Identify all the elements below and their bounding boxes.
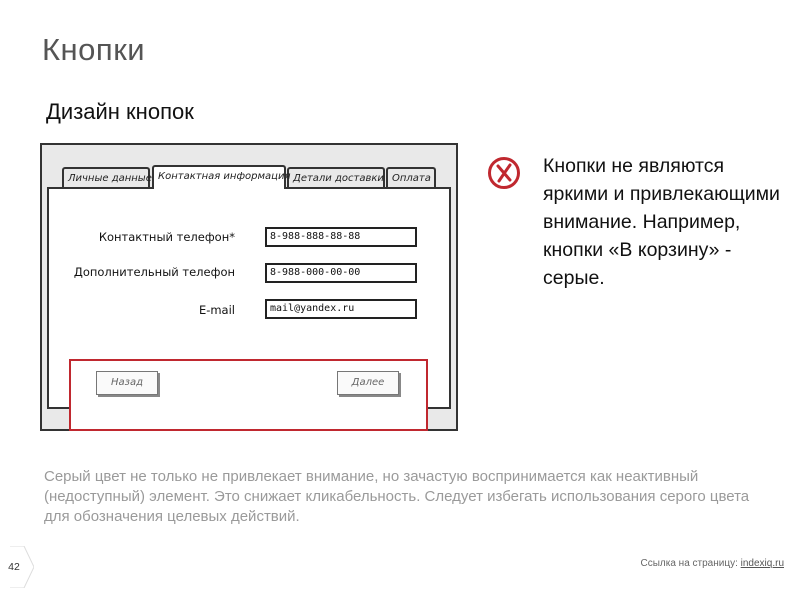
note-text: Кнопки не являются яркими и привлекающими внимание. Например, кнопки «В корзину» - серые. [543, 155, 780, 289]
description-text: Серый цвет не только не привлекает внимание, но зачастую воспринимается как неактивный (недоступный) элемент. Это снижает кликабельность. Следует избегать использования серого цвета для обозначения целевых действий. [44, 468, 750, 525]
phone-field[interactable]: 8-988-888-88-88 [265, 227, 417, 247]
form-wireframe [40, 143, 458, 431]
slide-subtitle: Дизайн кнопок [46, 99, 194, 124]
tab-personal-data[interactable]: Личные данные [62, 167, 150, 189]
footer-link[interactable]: indexiq.ru [740, 558, 784, 569]
slide-title: Кнопки [42, 32, 146, 67]
tab-delivery-details[interactable]: Детали доставки [287, 167, 385, 189]
email-label: E-mail [198, 303, 235, 317]
footer-label: Ссылка на страницу: [640, 558, 738, 569]
extra-phone-field[interactable]: 8-988-000-00-00 [265, 263, 417, 283]
email-field[interactable]: mail@yandex.ru [265, 299, 417, 319]
tab-payment[interactable]: Оплата [386, 167, 436, 189]
next-button[interactable]: Далее [337, 371, 399, 395]
page-number: 42 [8, 561, 20, 573]
buttons-highlight-box [69, 359, 428, 431]
form-panel [47, 187, 451, 409]
cross-icon [487, 156, 521, 190]
back-button[interactable]: Назад [96, 371, 158, 395]
tab-contact-info[interactable]: Контактная информация [152, 165, 286, 189]
extra-phone-label: Дополнительный телефон [73, 265, 235, 279]
footer [641, 558, 785, 569]
phone-label: Контактный телефон* [98, 230, 235, 244]
